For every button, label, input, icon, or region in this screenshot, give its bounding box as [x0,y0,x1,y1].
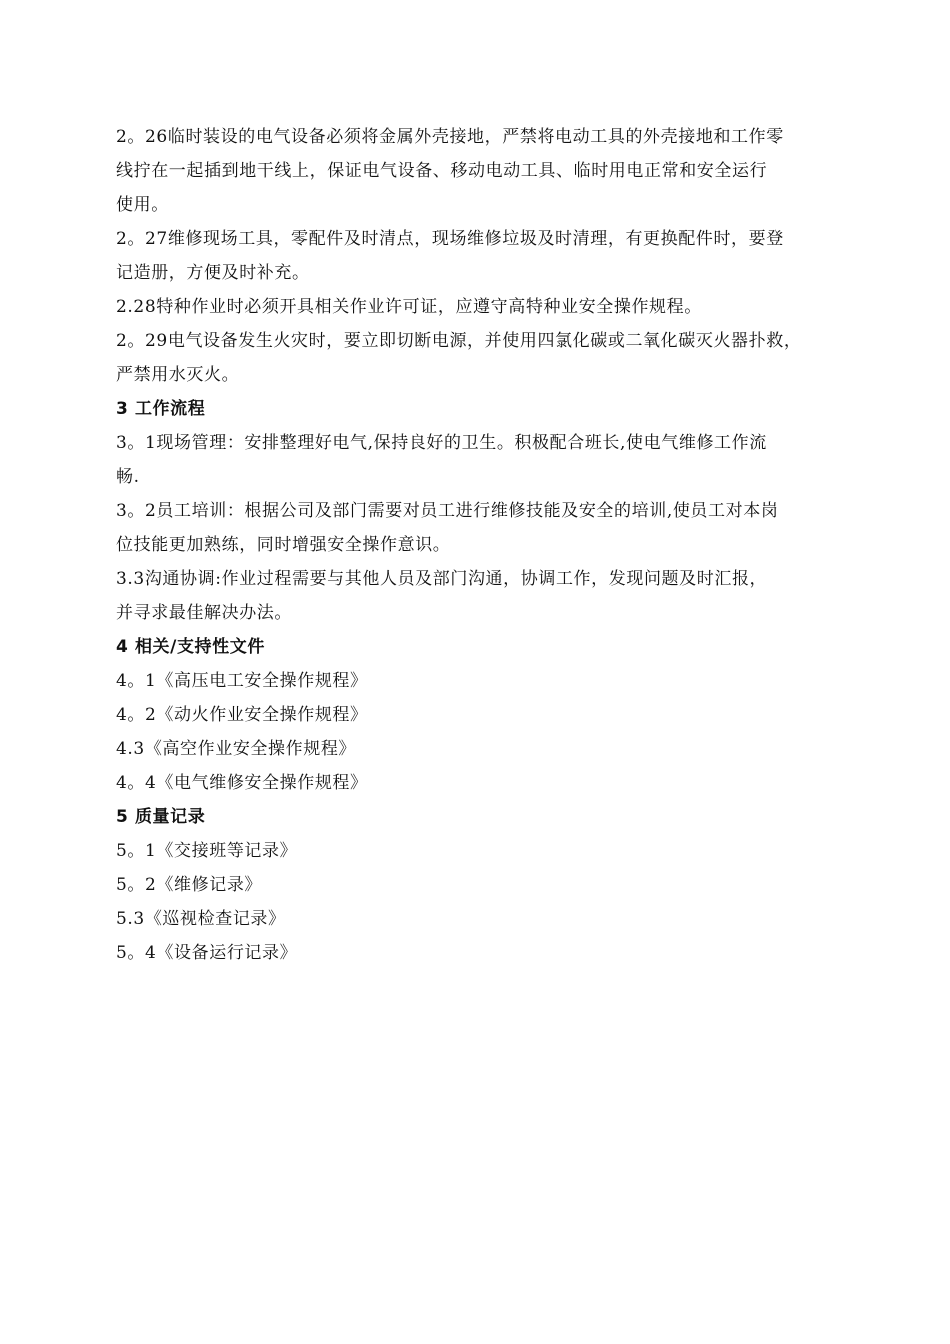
paragraph-3-2-line-1: 3。2员工培训：根据公司及部门需要对员工进行维修技能及安全的培训,使员工对本岗 [116,501,779,521]
document-page [116,120,851,970]
section-5-heading: 5 质量记录 [116,807,206,827]
list-item-5-3: 5.3《巡视检查记录》 [116,909,286,929]
list-item-5-1: 5。1《交接班等记录》 [116,841,298,861]
list-item-4-4: 4。4《电气维修安全操作规程》 [116,773,368,793]
list-item-4-1: 4。1《高压电工安全操作规程》 [116,671,368,691]
paragraph-2-26-line-1: 2。26临时装设的电气设备必须将金属外壳接地，严禁将电动工具的外壳接地和工作零 [116,127,784,147]
list-item-4-3: 4.3《高空作业安全操作规程》 [116,739,357,759]
paragraph-2-28: 2.28特种作业时必须开具相关作业许可证，应遵守高特种业安全操作规程。 [116,297,702,317]
paragraph-3-1-line-2: 畅. [116,467,140,487]
section-3-heading: 3 工作流程 [116,399,206,419]
paragraph-3-3-line-1: 3.3沟通协调:作业过程需要与其他人员及部门沟通，协调工作，发现问题及时汇报， [116,569,768,589]
paragraph-3-2-line-2: 位技能更加熟练，同时增强安全操作意识。 [116,535,451,555]
paragraph-2-27-line-2: 记造册，方便及时补充。 [116,263,310,283]
paragraph-2-29-line-1: 2。29电气设备发生火灾时，要立即切断电源，并使用四氯化碳或二氧化碳灭火器扑救， [116,331,802,351]
paragraph-3-1-line-1: 3。1现场管理：安排整理好电气,保持良好的卫生。积极配合班长,使电气维修工作流 [116,433,767,453]
section-4-heading: 4 相关/支持性文件 [116,637,265,657]
paragraph-2-26-line-2: 线拧在一起插到地干线上，保证电气设备、移动电动工具、临时用电正常和安全运行 [116,161,768,181]
list-item-5-2: 5。2《维修记录》 [116,875,263,895]
paragraph-2-26-line-3: 使用。 [116,195,169,215]
paragraph-2-27-line-1: 2。27维修现场工具，零配件及时清点，现场维修垃圾及时清理，有更换配件时，要登 [116,229,784,249]
list-item-4-2: 4。2《动火作业安全操作规程》 [116,705,368,725]
list-item-5-4: 5。4《设备运行记录》 [116,943,298,963]
paragraph-3-3-line-2: 并寻求最佳解决办法。 [116,603,292,623]
paragraph-2-29-line-2: 严禁用水灭火。 [116,365,240,385]
